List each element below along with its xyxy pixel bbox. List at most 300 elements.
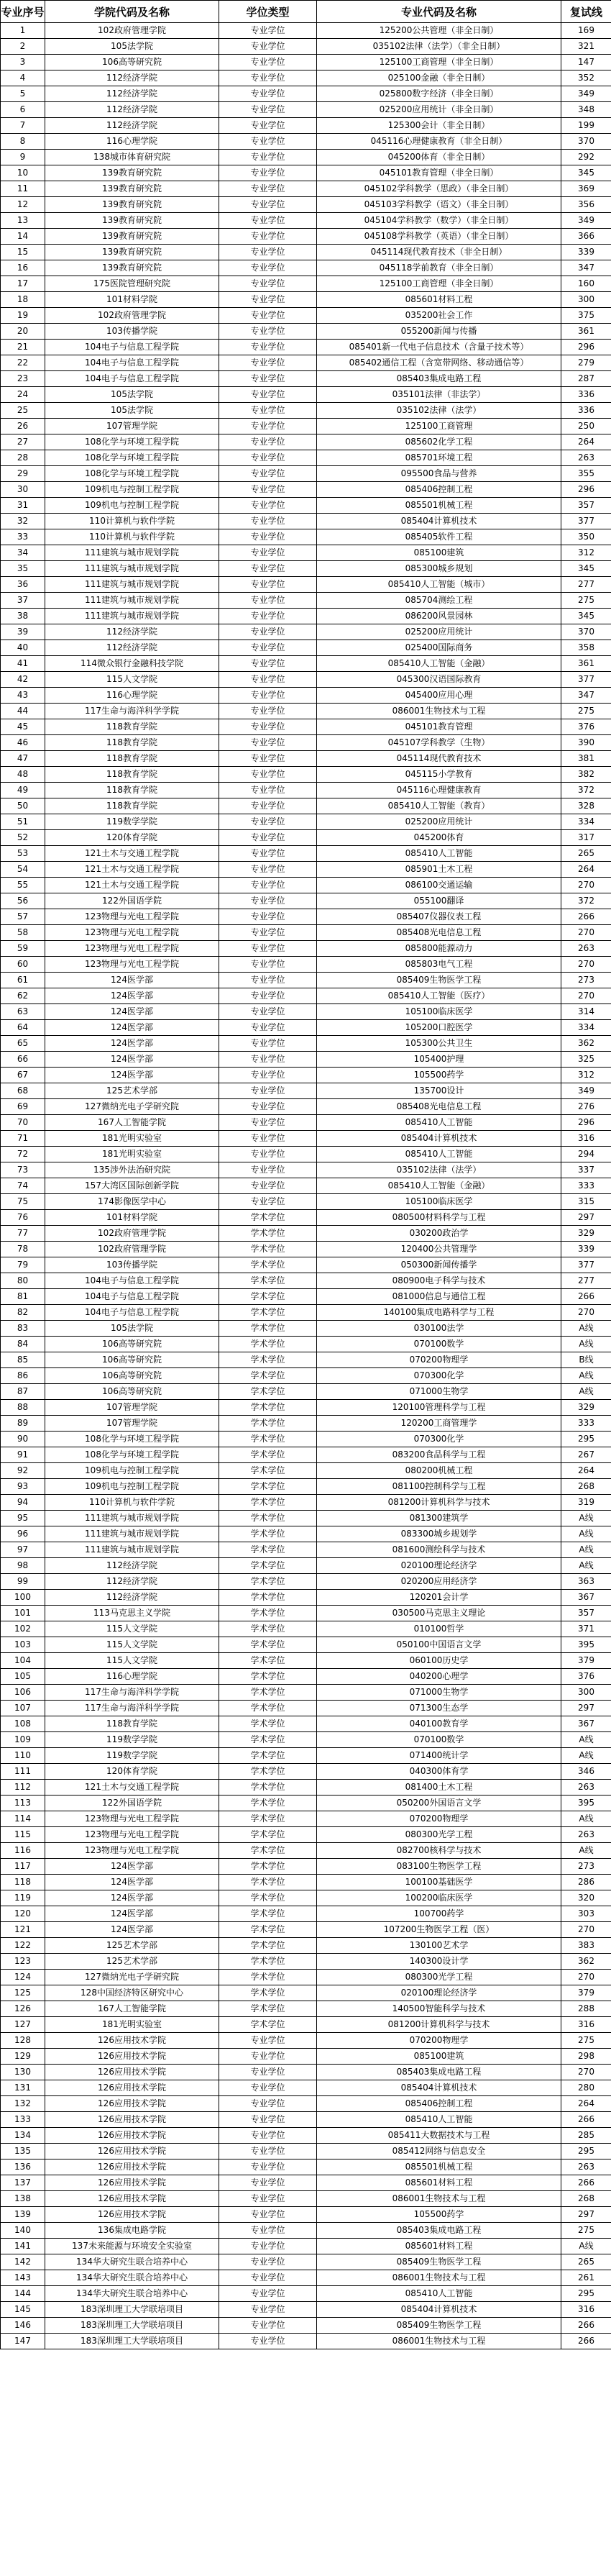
table-row bbox=[1, 86, 611, 102]
cell-degree-type: 学术学位 bbox=[219, 1542, 317, 1558]
cell-major-no: 96 bbox=[1, 1526, 45, 1542]
cell-major: 085410人工智能（金融） bbox=[317, 656, 561, 672]
cell-major: 025200应用统计（非全日制） bbox=[317, 102, 561, 118]
cell-major: 085410人工智能 bbox=[317, 1115, 561, 1131]
cell-major-no: 100 bbox=[1, 1590, 45, 1606]
cell-score-line: 275 bbox=[561, 2033, 611, 2049]
cell-major-no: 2 bbox=[1, 39, 45, 55]
cell-degree-type: 专业学位 bbox=[219, 2302, 317, 2318]
cell-major: 140500智能科学与技术 bbox=[317, 2001, 561, 2017]
cell-major: 105500药学 bbox=[317, 2207, 561, 2223]
table-row bbox=[1, 656, 611, 672]
cell-major: 081200计算机科学与技术 bbox=[317, 2017, 561, 2033]
cell-major: 086001生物技术与工程 bbox=[317, 2270, 561, 2286]
table-row bbox=[1, 2302, 611, 2318]
cell-college: 167人工智能学院 bbox=[45, 2001, 219, 2017]
cell-major: 085410人工智能 bbox=[317, 2112, 561, 2128]
cell-college: 116心理学院 bbox=[45, 134, 219, 150]
cell-major-no: 93 bbox=[1, 1479, 45, 1495]
cell-score-line: 295 bbox=[561, 2144, 611, 2159]
cell-score-line: 294 bbox=[561, 1147, 611, 1162]
cell-college: 121土木与交通工程学院 bbox=[45, 1780, 219, 1796]
cell-major-no: 125 bbox=[1, 1985, 45, 2001]
cell-major: 045400应用心理 bbox=[317, 688, 561, 704]
cell-college: 112经济学院 bbox=[45, 70, 219, 86]
cell-college: 183深圳理工大学联培项目 bbox=[45, 2302, 219, 2318]
cell-degree-type: 学术学位 bbox=[219, 1764, 317, 1780]
cell-major: 081100控制科学与工程 bbox=[317, 1479, 561, 1495]
cell-major-no: 104 bbox=[1, 1653, 45, 1669]
cell-college: 126应用技术学院 bbox=[45, 2191, 219, 2207]
cell-major: 045115小学教育 bbox=[317, 767, 561, 783]
cell-score-line: 334 bbox=[561, 814, 611, 830]
cell-major: 085406控制工程 bbox=[317, 2096, 561, 2112]
cell-major: 030500马克思主义理论 bbox=[317, 1606, 561, 1621]
cell-degree-type: 学术学位 bbox=[219, 1305, 317, 1321]
cell-major: 080900电子科学与技术 bbox=[317, 1273, 561, 1289]
cell-degree-type: 专业学位 bbox=[219, 276, 317, 292]
table-row bbox=[1, 1479, 611, 1495]
cell-degree-type: 专业学位 bbox=[219, 624, 317, 640]
table-row bbox=[1, 70, 611, 86]
cell-major-no: 123 bbox=[1, 1954, 45, 1970]
table-row bbox=[1, 783, 611, 798]
cell-degree-type: 专业学位 bbox=[219, 2239, 317, 2254]
table-row bbox=[1, 830, 611, 846]
table-row bbox=[1, 1020, 611, 1036]
cell-major-no: 98 bbox=[1, 1558, 45, 1574]
cell-major-no: 5 bbox=[1, 86, 45, 102]
cell-major: 081200计算机科学与技术 bbox=[317, 1495, 561, 1511]
cell-score-line: 264 bbox=[561, 434, 611, 450]
table-row bbox=[1, 767, 611, 783]
cell-score-line: 376 bbox=[561, 719, 611, 735]
cell-score-line: 345 bbox=[561, 165, 611, 181]
cell-college: 139教育研究院 bbox=[45, 245, 219, 260]
cell-degree-type: 学术学位 bbox=[219, 1827, 317, 1843]
cell-degree-type: 专业学位 bbox=[219, 371, 317, 387]
cell-major-no: 50 bbox=[1, 798, 45, 814]
cell-degree-type: 专业学位 bbox=[219, 925, 317, 941]
cell-major: 120201会计学 bbox=[317, 1590, 561, 1606]
cell-major-no: 83 bbox=[1, 1321, 45, 1337]
cell-major-no: 135 bbox=[1, 2144, 45, 2159]
cell-major: 045300汉语国际教育 bbox=[317, 672, 561, 688]
table-row bbox=[1, 704, 611, 719]
cell-college: 123物理与光电工程学院 bbox=[45, 941, 219, 957]
cell-major-no: 51 bbox=[1, 814, 45, 830]
cell-degree-type: 学术学位 bbox=[219, 1526, 317, 1542]
cell-score-line: 336 bbox=[561, 387, 611, 403]
table-row bbox=[1, 609, 611, 624]
cell-degree-type: 学术学位 bbox=[219, 1701, 317, 1716]
table-row bbox=[1, 1257, 611, 1273]
cell-college: 106高等研究院 bbox=[45, 55, 219, 70]
cell-college: 111建筑与城市规划学院 bbox=[45, 577, 219, 593]
table-row bbox=[1, 973, 611, 988]
table-row bbox=[1, 308, 611, 324]
cell-degree-type: 专业学位 bbox=[219, 2254, 317, 2270]
cell-major-no: 37 bbox=[1, 593, 45, 609]
cell-degree-type: 专业学位 bbox=[219, 973, 317, 988]
cell-college: 121土木与交通工程学院 bbox=[45, 878, 219, 893]
cell-degree-type: 专业学位 bbox=[219, 1178, 317, 1194]
cell-major-no: 36 bbox=[1, 577, 45, 593]
table-row bbox=[1, 134, 611, 150]
cell-degree-type: 学术学位 bbox=[219, 1337, 317, 1352]
table-row bbox=[1, 2065, 611, 2080]
cell-major: 085601材料工程 bbox=[317, 292, 561, 308]
cell-major: 086001生物技术与工程 bbox=[317, 2334, 561, 2349]
cell-score-line: 383 bbox=[561, 1938, 611, 1954]
cell-college: 104电子与信息工程学院 bbox=[45, 1305, 219, 1321]
cell-major-no: 73 bbox=[1, 1162, 45, 1178]
cell-major: 125100工商管理 bbox=[317, 419, 561, 434]
cell-major-no: 44 bbox=[1, 704, 45, 719]
cell-major: 085412网络与信息安全 bbox=[317, 2144, 561, 2159]
cell-score-line: 296 bbox=[561, 482, 611, 498]
cell-score-line: 268 bbox=[561, 2191, 611, 2207]
cell-score-line: 315 bbox=[561, 1194, 611, 1210]
cell-degree-type: 专业学位 bbox=[219, 23, 317, 39]
cell-degree-type: 专业学位 bbox=[219, 70, 317, 86]
table-row bbox=[1, 2318, 611, 2334]
table-row bbox=[1, 2254, 611, 2270]
cell-major: 085409生物医学工程 bbox=[317, 2254, 561, 2270]
cell-major: 085403集成电路工程 bbox=[317, 371, 561, 387]
cell-major-no: 122 bbox=[1, 1938, 45, 1954]
table-row bbox=[1, 2144, 611, 2159]
header-score-line: 复试线 bbox=[561, 1, 611, 23]
cell-college: 108化学与环境工程学院 bbox=[45, 1432, 219, 1447]
table-row bbox=[1, 2112, 611, 2128]
cell-degree-type: 学术学位 bbox=[219, 1289, 317, 1305]
cell-major: 125100工商管理（非全日制） bbox=[317, 276, 561, 292]
table-row bbox=[1, 1764, 611, 1780]
cell-major-no: 128 bbox=[1, 2033, 45, 2049]
cell-major-no: 89 bbox=[1, 1416, 45, 1432]
cell-college: 120体育学院 bbox=[45, 1764, 219, 1780]
cell-score-line: 264 bbox=[561, 2096, 611, 2112]
cell-college: 102政府管理学院 bbox=[45, 23, 219, 39]
table-row bbox=[1, 450, 611, 466]
cell-college: 157大湾区国际创新学院 bbox=[45, 1178, 219, 1194]
table-row bbox=[1, 1289, 611, 1305]
cell-degree-type: 专业学位 bbox=[219, 545, 317, 561]
cell-score-line: 352 bbox=[561, 70, 611, 86]
cell-score-line: 372 bbox=[561, 893, 611, 909]
cell-major: 085403集成电路工程 bbox=[317, 2065, 561, 2080]
cell-score-line: 358 bbox=[561, 640, 611, 656]
cell-major: 085403集成电路工程 bbox=[317, 2223, 561, 2239]
cell-major-no: 66 bbox=[1, 1052, 45, 1068]
cell-major: 050300新闻传播学 bbox=[317, 1257, 561, 1273]
cell-major: 085410人工智能（医疗） bbox=[317, 988, 561, 1004]
cell-college: 107管理学院 bbox=[45, 1416, 219, 1432]
cell-score-line: 357 bbox=[561, 1606, 611, 1621]
cell-major: 120100管理科学与工程 bbox=[317, 1400, 561, 1416]
cell-major: 100100基础医学 bbox=[317, 1875, 561, 1890]
cell-college: 126应用技术学院 bbox=[45, 2144, 219, 2159]
cell-score-line: A线 bbox=[561, 1542, 611, 1558]
cell-degree-type: 专业学位 bbox=[219, 798, 317, 814]
cell-major-no: 54 bbox=[1, 862, 45, 878]
cell-degree-type: 学术学位 bbox=[219, 1732, 317, 1748]
cell-score-line: 300 bbox=[561, 1685, 611, 1701]
table-row bbox=[1, 1432, 611, 1447]
cell-degree-type: 专业学位 bbox=[219, 593, 317, 609]
table-row bbox=[1, 957, 611, 973]
cell-degree-type: 专业学位 bbox=[219, 482, 317, 498]
cell-college: 107管理学院 bbox=[45, 1400, 219, 1416]
cell-major: 085404计算机技术 bbox=[317, 514, 561, 529]
cell-major-no: 80 bbox=[1, 1273, 45, 1289]
cell-major: 045114现代教育技术（非全日制） bbox=[317, 245, 561, 260]
cell-major-no: 142 bbox=[1, 2254, 45, 2270]
cell-major-no: 33 bbox=[1, 529, 45, 545]
cell-degree-type: 学术学位 bbox=[219, 1938, 317, 1954]
cell-degree-type: 学术学位 bbox=[219, 1922, 317, 1938]
cell-major: 083100生物医学工程 bbox=[317, 1859, 561, 1875]
cell-major: 070200物理学 bbox=[317, 1811, 561, 1827]
cell-score-line: 295 bbox=[561, 1432, 611, 1447]
table-row bbox=[1, 577, 611, 593]
cell-major-no: 136 bbox=[1, 2159, 45, 2175]
cell-college: 112经济学院 bbox=[45, 1558, 219, 1574]
table-row bbox=[1, 371, 611, 387]
cell-major: 081300建筑学 bbox=[317, 1511, 561, 1526]
cell-college: 121土木与交通工程学院 bbox=[45, 862, 219, 878]
table-row bbox=[1, 2239, 611, 2254]
cell-degree-type: 专业学位 bbox=[219, 2286, 317, 2302]
table-row bbox=[1, 1843, 611, 1859]
cell-major: 025100金融（非全日制） bbox=[317, 70, 561, 86]
cell-college: 109机电与控制工程学院 bbox=[45, 498, 219, 514]
table-body bbox=[1, 23, 611, 2349]
table-row bbox=[1, 1748, 611, 1764]
cell-major-no: 133 bbox=[1, 2112, 45, 2128]
cell-major-no: 82 bbox=[1, 1305, 45, 1321]
cell-major: 071000生物学 bbox=[317, 1384, 561, 1400]
table-row bbox=[1, 1859, 611, 1875]
cell-major: 070100数学 bbox=[317, 1732, 561, 1748]
cell-degree-type: 学术学位 bbox=[219, 1400, 317, 1416]
cell-major: 125100工商管理（非全日制） bbox=[317, 55, 561, 70]
cell-college: 118教育学院 bbox=[45, 1716, 219, 1732]
cell-degree-type: 专业学位 bbox=[219, 704, 317, 719]
cell-major-no: 88 bbox=[1, 1400, 45, 1416]
cell-college: 115人文学院 bbox=[45, 672, 219, 688]
cell-score-line: 312 bbox=[561, 1068, 611, 1083]
cell-degree-type: 专业学位 bbox=[219, 55, 317, 70]
cell-college: 124医学部 bbox=[45, 1036, 219, 1052]
cell-score-line: 395 bbox=[561, 1637, 611, 1653]
cell-major-no: 30 bbox=[1, 482, 45, 498]
cell-degree-type: 专业学位 bbox=[219, 1194, 317, 1210]
table-row bbox=[1, 1115, 611, 1131]
cell-major: 085410人工智能 bbox=[317, 2286, 561, 2302]
cell-major-no: 134 bbox=[1, 2128, 45, 2144]
cell-score-line: 285 bbox=[561, 2128, 611, 2144]
table-row bbox=[1, 514, 611, 529]
cell-major: 081600测绘科学与技术 bbox=[317, 1542, 561, 1558]
cell-college: 124医学部 bbox=[45, 1890, 219, 1906]
cell-degree-type: 专业学位 bbox=[219, 2096, 317, 2112]
cell-major: 085901土木工程 bbox=[317, 862, 561, 878]
cell-major: 070200物理学 bbox=[317, 2033, 561, 2049]
table-row bbox=[1, 1811, 611, 1827]
cell-score-line: 334 bbox=[561, 1020, 611, 1036]
cell-score-line: 370 bbox=[561, 134, 611, 150]
header-college: 学院代码及名称 bbox=[45, 1, 219, 23]
cell-major-no: 15 bbox=[1, 245, 45, 260]
cell-major-no: 145 bbox=[1, 2302, 45, 2318]
cell-score-line: 270 bbox=[561, 1970, 611, 1985]
cell-score-line: 339 bbox=[561, 245, 611, 260]
cell-major-no: 22 bbox=[1, 355, 45, 371]
table-row bbox=[1, 1068, 611, 1083]
cell-college: 135涉外法治研究院 bbox=[45, 1162, 219, 1178]
table-row bbox=[1, 434, 611, 450]
cell-college: 102政府管理学院 bbox=[45, 1226, 219, 1242]
cell-score-line: 356 bbox=[561, 197, 611, 213]
cell-college: 118教育学院 bbox=[45, 735, 219, 751]
cell-score-line: 270 bbox=[561, 2065, 611, 2080]
cell-score-line: 328 bbox=[561, 798, 611, 814]
cell-score-line: 369 bbox=[561, 181, 611, 197]
cell-degree-type: 学术学位 bbox=[219, 1748, 317, 1764]
header-major-no: 专业序号 bbox=[1, 1, 45, 23]
cell-score-line: 319 bbox=[561, 1495, 611, 1511]
cell-degree-type: 专业学位 bbox=[219, 988, 317, 1004]
cell-major-no: 101 bbox=[1, 1606, 45, 1621]
cell-score-line: 348 bbox=[561, 102, 611, 118]
cell-major-no: 127 bbox=[1, 2017, 45, 2033]
cell-score-line: 277 bbox=[561, 1273, 611, 1289]
table-row bbox=[1, 672, 611, 688]
cell-major-no: 113 bbox=[1, 1796, 45, 1811]
cell-college: 119数学学院 bbox=[45, 814, 219, 830]
cell-score-line: 279 bbox=[561, 355, 611, 371]
cell-score-line: 347 bbox=[561, 260, 611, 276]
table-row bbox=[1, 1036, 611, 1052]
table-row bbox=[1, 1147, 611, 1162]
cell-score-line: 377 bbox=[561, 514, 611, 529]
table-row bbox=[1, 1796, 611, 1811]
cell-major-no: 46 bbox=[1, 735, 45, 751]
cell-score-line: 367 bbox=[561, 1716, 611, 1732]
cell-score-line: 350 bbox=[561, 529, 611, 545]
cell-college: 181光明实验室 bbox=[45, 1131, 219, 1147]
cell-major-no: 34 bbox=[1, 545, 45, 561]
cell-major-no: 147 bbox=[1, 2334, 45, 2349]
cell-score-line: 275 bbox=[561, 704, 611, 719]
table-row bbox=[1, 118, 611, 134]
table-row bbox=[1, 2286, 611, 2302]
cell-major: 055200新闻与传播 bbox=[317, 324, 561, 340]
cell-major: 085408光电信息工程 bbox=[317, 1099, 561, 1115]
cell-score-line: 382 bbox=[561, 767, 611, 783]
cell-degree-type: 学术学位 bbox=[219, 1242, 317, 1257]
cell-college: 126应用技术学院 bbox=[45, 2080, 219, 2096]
cell-degree-type: 专业学位 bbox=[219, 941, 317, 957]
table-row bbox=[1, 1242, 611, 1257]
cell-major: 085401新一代电子信息技术（含量子技术等） bbox=[317, 340, 561, 355]
cell-major-no: 64 bbox=[1, 1020, 45, 1036]
cell-score-line: 263 bbox=[561, 450, 611, 466]
table-row bbox=[1, 878, 611, 893]
cell-score-line: 355 bbox=[561, 466, 611, 482]
cell-college: 103传播学院 bbox=[45, 324, 219, 340]
cell-major-no: 131 bbox=[1, 2080, 45, 2096]
cell-major: 083200食品科学与工程 bbox=[317, 1447, 561, 1463]
cell-major: 040300体育学 bbox=[317, 1764, 561, 1780]
cell-major-no: 4 bbox=[1, 70, 45, 86]
table-row bbox=[1, 751, 611, 767]
cell-degree-type: 学术学位 bbox=[219, 1416, 317, 1432]
cell-college: 167人工智能学院 bbox=[45, 1115, 219, 1131]
cell-score-line: 345 bbox=[561, 561, 611, 577]
table-row bbox=[1, 276, 611, 292]
cell-degree-type: 学术学位 bbox=[219, 1479, 317, 1495]
cell-degree-type: 专业学位 bbox=[219, 2270, 317, 2286]
cell-score-line: 361 bbox=[561, 324, 611, 340]
cell-major: 125200公共管理（非全日制） bbox=[317, 23, 561, 39]
cell-score-line: 263 bbox=[561, 2159, 611, 2175]
table-row bbox=[1, 1827, 611, 1843]
cell-major-no: 25 bbox=[1, 403, 45, 419]
cell-score-line: 336 bbox=[561, 403, 611, 419]
cell-major-no: 110 bbox=[1, 1748, 45, 1764]
table-row bbox=[1, 2033, 611, 2049]
cell-major-no: 79 bbox=[1, 1257, 45, 1273]
cell-college: 111建筑与城市规划学院 bbox=[45, 545, 219, 561]
cell-major-no: 65 bbox=[1, 1036, 45, 1052]
cell-major-no: 78 bbox=[1, 1242, 45, 1257]
cell-score-line: 361 bbox=[561, 656, 611, 672]
cell-major-no: 84 bbox=[1, 1337, 45, 1352]
cell-major: 080300光学工程 bbox=[317, 1970, 561, 1985]
cell-college: 124医学部 bbox=[45, 1004, 219, 1020]
cell-major: 055100翻译 bbox=[317, 893, 561, 909]
cell-major: 085704测绘工程 bbox=[317, 593, 561, 609]
cell-college: 125艺术学部 bbox=[45, 1083, 219, 1099]
cell-score-line: A线 bbox=[561, 1511, 611, 1526]
cell-degree-type: 学术学位 bbox=[219, 1653, 317, 1669]
cell-major-no: 119 bbox=[1, 1890, 45, 1906]
cell-college: 139教育研究院 bbox=[45, 229, 219, 245]
cell-college: 115人文学院 bbox=[45, 1637, 219, 1653]
cell-college: 110计算机与软件学院 bbox=[45, 529, 219, 545]
cell-degree-type: 专业学位 bbox=[219, 2223, 317, 2239]
cell-score-line: 270 bbox=[561, 925, 611, 941]
table-row bbox=[1, 1495, 611, 1511]
cell-major-no: 71 bbox=[1, 1131, 45, 1147]
cell-degree-type: 专业学位 bbox=[219, 2128, 317, 2144]
table-row bbox=[1, 213, 611, 229]
cell-score-line: 379 bbox=[561, 1653, 611, 1669]
cell-score-line: 314 bbox=[561, 1004, 611, 1020]
cell-major: 035101法律（非法学） bbox=[317, 387, 561, 403]
cell-score-line: 169 bbox=[561, 23, 611, 39]
cell-major: 085404计算机技术 bbox=[317, 2302, 561, 2318]
cell-major: 020100理论经济学 bbox=[317, 1985, 561, 2001]
cell-major-no: 31 bbox=[1, 498, 45, 514]
cell-college: 126应用技术学院 bbox=[45, 2175, 219, 2191]
cell-college: 109机电与控制工程学院 bbox=[45, 1463, 219, 1479]
table-row bbox=[1, 1368, 611, 1384]
cell-degree-type: 学术学位 bbox=[219, 1590, 317, 1606]
